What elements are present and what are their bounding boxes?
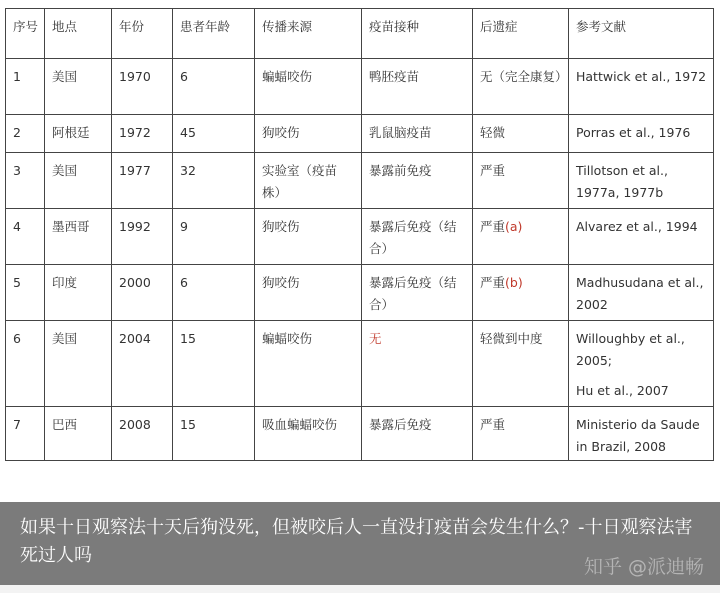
table-row — [6, 115, 714, 153]
cell: Hattwick et al., 1972 — [569, 59, 714, 115]
cell: 狗咬伤 — [255, 115, 362, 153]
cell: 2008 — [112, 407, 173, 461]
reference: Hu et al., 2007 — [576, 383, 669, 398]
cell: 吸血蝙蝠咬伤 — [255, 407, 362, 461]
table-row — [6, 407, 714, 461]
cell: 3 — [6, 153, 45, 209]
header-cell: 序号 — [6, 9, 45, 59]
cell: 墨西哥 — [45, 209, 112, 265]
header-cell: 疫苗接种 — [362, 9, 473, 59]
cell: 1977 — [112, 153, 173, 209]
cell: 暴露前免疫 — [362, 153, 473, 209]
table-row — [6, 153, 714, 209]
cell: 严重 — [473, 407, 569, 461]
header-cell: 参考文献 — [569, 9, 714, 59]
cell: 无 — [362, 321, 473, 407]
header-cell: 传播来源 — [255, 9, 362, 59]
header-cell: 患者年龄 — [173, 9, 255, 59]
cell: 暴露后免疫 — [362, 407, 473, 461]
cell: 严重 — [473, 153, 569, 209]
cell: 轻微到中度 — [473, 321, 569, 407]
cell: 5 — [6, 265, 45, 321]
cell: Madhusudana et al., 2002 — [569, 265, 714, 321]
cell: 印度 — [45, 265, 112, 321]
cell: 2000 — [112, 265, 173, 321]
table-row — [6, 209, 714, 265]
watermark: 知乎 @派迪畅 — [583, 556, 704, 578]
header-cell: 地点 — [45, 9, 112, 59]
cell: 狗咬伤 — [255, 209, 362, 265]
cell: 实验室（疫苗株） — [255, 153, 362, 209]
cell: Tillotson et al., 1977a, 1977b — [569, 153, 714, 209]
cell — [473, 265, 569, 321]
cell: 45 — [173, 115, 255, 153]
cell: 2004 — [112, 321, 173, 407]
bottom-edge — [0, 585, 720, 593]
sequela-text: 严重 — [480, 219, 506, 234]
sequela-text: 严重 — [480, 275, 506, 290]
caption-title: 如果十日观察法十天后狗没死，但被咬后人一直没打疫苗会发生什么？-十日观察法害死过人吗 — [20, 517, 693, 566]
cell: 6 — [6, 321, 45, 407]
footnote-a: (a) — [505, 219, 523, 234]
cell: 32 — [173, 153, 255, 209]
table-header-row — [6, 9, 714, 59]
cell: 1970 — [112, 59, 173, 115]
cell: 美国 — [45, 153, 112, 209]
cell: 狗咬伤 — [255, 265, 362, 321]
cell: 1 — [6, 59, 45, 115]
cell: 蝙蝠咬伤 — [255, 59, 362, 115]
cell: 7 — [6, 407, 45, 461]
cell: 巴西 — [45, 407, 112, 461]
cell: 9 — [173, 209, 255, 265]
cell: Ministerio da Saude in Brazil, 2008 — [569, 407, 714, 461]
table-row — [6, 265, 714, 321]
cell: 1992 — [112, 209, 173, 265]
cell: 6 — [173, 59, 255, 115]
footnote-b: (b) — [505, 275, 523, 290]
cell: Porras et al., 1976 — [569, 115, 714, 153]
cell: 6 — [173, 265, 255, 321]
cell: 鸭胚疫苗 — [362, 59, 473, 115]
cell: 美国 — [45, 321, 112, 407]
cell: 1972 — [112, 115, 173, 153]
cell: 4 — [6, 209, 45, 265]
cell: 暴露后免疫（结合） — [362, 209, 473, 265]
rabies-survivors-table — [5, 8, 714, 461]
cell: 阿根廷 — [45, 115, 112, 153]
reference: Willoughby et al., 2005; — [576, 331, 685, 368]
header-cell: 后遗症 — [473, 9, 569, 59]
cell: 乳鼠脑疫苗 — [362, 115, 473, 153]
cell: 蝙蝠咬伤 — [255, 321, 362, 407]
cell: 暴露后免疫（结合） — [362, 265, 473, 321]
cell — [569, 321, 714, 407]
cell: Alvarez et al., 1994 — [569, 209, 714, 265]
cell: 15 — [173, 407, 255, 461]
cell: 无（完全康复） — [473, 59, 569, 115]
table-row — [6, 59, 714, 115]
cell — [473, 209, 569, 265]
cell: 15 — [173, 321, 255, 407]
cell: 轻微 — [473, 115, 569, 153]
header-cell: 年份 — [112, 9, 173, 59]
table-row — [6, 321, 714, 407]
cell: 2 — [6, 115, 45, 153]
cell: 美国 — [45, 59, 112, 115]
